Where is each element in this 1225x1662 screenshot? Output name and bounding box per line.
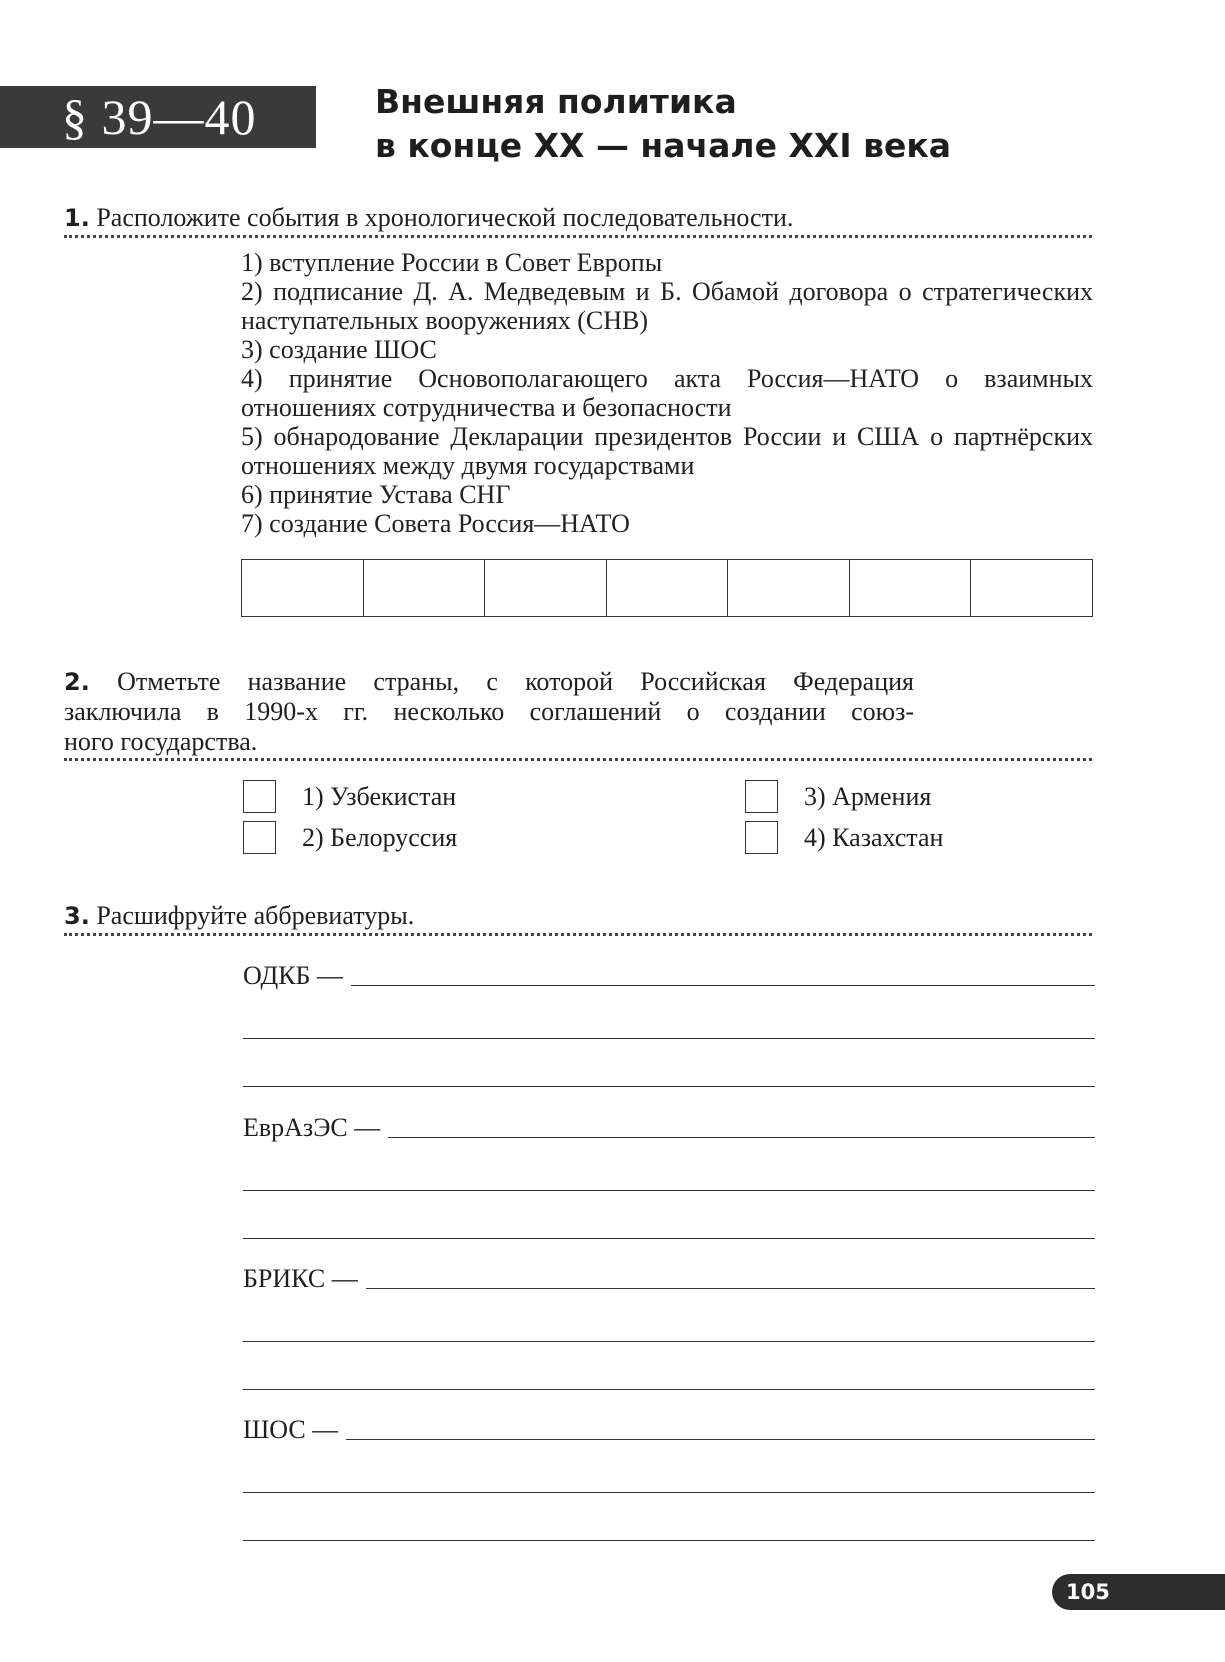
page-number-badge: [1052, 1574, 1225, 1610]
option-label: 1) Узбекистан: [302, 781, 457, 811]
abbreviation-label: БРИКС —: [243, 1264, 358, 1293]
page-title: [375, 80, 951, 168]
event-item: 6) принятие Устава СНГ: [241, 480, 511, 509]
option-4[interactable]: [745, 821, 943, 854]
answer-line[interactable]: [243, 1039, 1095, 1087]
answer-line[interactable]: [346, 1439, 1095, 1440]
abbreviation-evrazes: [243, 1107, 1095, 1239]
event-item: 2) подписание Д. А. Медведевым и Б. Обамой договора о стратегических наступательных вооружениях (СНВ): [241, 277, 1093, 335]
option-1[interactable]: [243, 780, 456, 813]
option-label: 2) Белоруссия: [302, 822, 458, 852]
option-2[interactable]: [243, 821, 457, 854]
abbreviation-shos: [243, 1409, 1095, 1541]
answer-line[interactable]: [243, 1342, 1095, 1390]
event-list: [241, 248, 1093, 538]
answer-cell[interactable]: [728, 560, 850, 616]
event-item: 1) вступление России в Совет Европы: [241, 248, 663, 277]
task-3-text: Расшифруйте аббревиатуры.: [96, 901, 415, 930]
task-1-heading: [64, 203, 1092, 238]
page-number: 105: [1066, 1580, 1110, 1604]
abbreviation-label: ОДКБ —: [243, 961, 343, 990]
answer-line[interactable]: [388, 1137, 1095, 1138]
answer-line[interactable]: [366, 1288, 1095, 1289]
checkbox[interactable]: [745, 780, 778, 813]
option-label: 4) Казахстан: [804, 822, 944, 852]
dotted-divider: [64, 758, 1092, 761]
answer-cell[interactable]: [364, 560, 486, 616]
task-3-heading: [64, 901, 1092, 936]
answer-line[interactable]: [243, 1191, 1095, 1239]
task-1-text: Расположите события в хронологической последовательности.: [96, 203, 794, 232]
answer-line[interactable]: [351, 985, 1095, 986]
task-2-number: 2.: [64, 668, 90, 696]
task-1-number: 1.: [64, 204, 90, 232]
task-2-text-line-2: заключила в 1990-х гг. несколько соглашений о создании союз-: [64, 697, 914, 726]
answer-line[interactable]: [243, 991, 1095, 1039]
answer-cell[interactable]: [607, 560, 729, 616]
event-item: 7) создание Совета Россия—НАТО: [241, 509, 630, 538]
answer-line[interactable]: [243, 1493, 1095, 1541]
section-badge: [0, 86, 316, 148]
answer-line[interactable]: [243, 1143, 1095, 1191]
task-2-text-line-1: Отметьте название страны, с которой Российская Федерация: [117, 667, 915, 696]
event-item: 3) создание ШОС: [241, 335, 437, 364]
answer-cell[interactable]: [485, 560, 607, 616]
checkbox[interactable]: [243, 821, 276, 854]
checkbox[interactable]: [243, 780, 276, 813]
task-2-heading: [64, 667, 914, 757]
answer-line[interactable]: [243, 1445, 1095, 1493]
abbreviation-odkb: [243, 955, 1095, 1087]
answer-grid: [241, 559, 1093, 617]
answer-cell[interactable]: [242, 560, 364, 616]
answer-cell[interactable]: [850, 560, 972, 616]
option-label: 3) Армения: [804, 781, 932, 811]
abbreviation-briks: [243, 1258, 1095, 1390]
checkbox[interactable]: [745, 821, 778, 854]
page-title-line-1: Внешняя политика: [375, 82, 737, 121]
event-item: 5) обнародование Декларации президентов России и США о партнёрских отношениях между двумя государствами: [241, 422, 1093, 480]
section-number: § 39—40: [62, 89, 257, 145]
task-2-text-line-3: ного государства.: [64, 727, 258, 756]
answer-line[interactable]: [243, 1294, 1095, 1342]
answer-cell[interactable]: [971, 560, 1092, 616]
abbreviation-label: ШОС —: [243, 1415, 339, 1444]
option-3[interactable]: [745, 780, 931, 813]
task-3-number: 3.: [64, 902, 90, 930]
event-item: 4) принятие Основополагающего акта Россия—НАТО о взаимных отношениях сотрудничества и безопасности: [241, 364, 1093, 422]
abbreviation-label: ЕврАзЭС —: [243, 1113, 381, 1142]
page-title-line-2: в конце XX — начале XXI века: [375, 126, 952, 165]
